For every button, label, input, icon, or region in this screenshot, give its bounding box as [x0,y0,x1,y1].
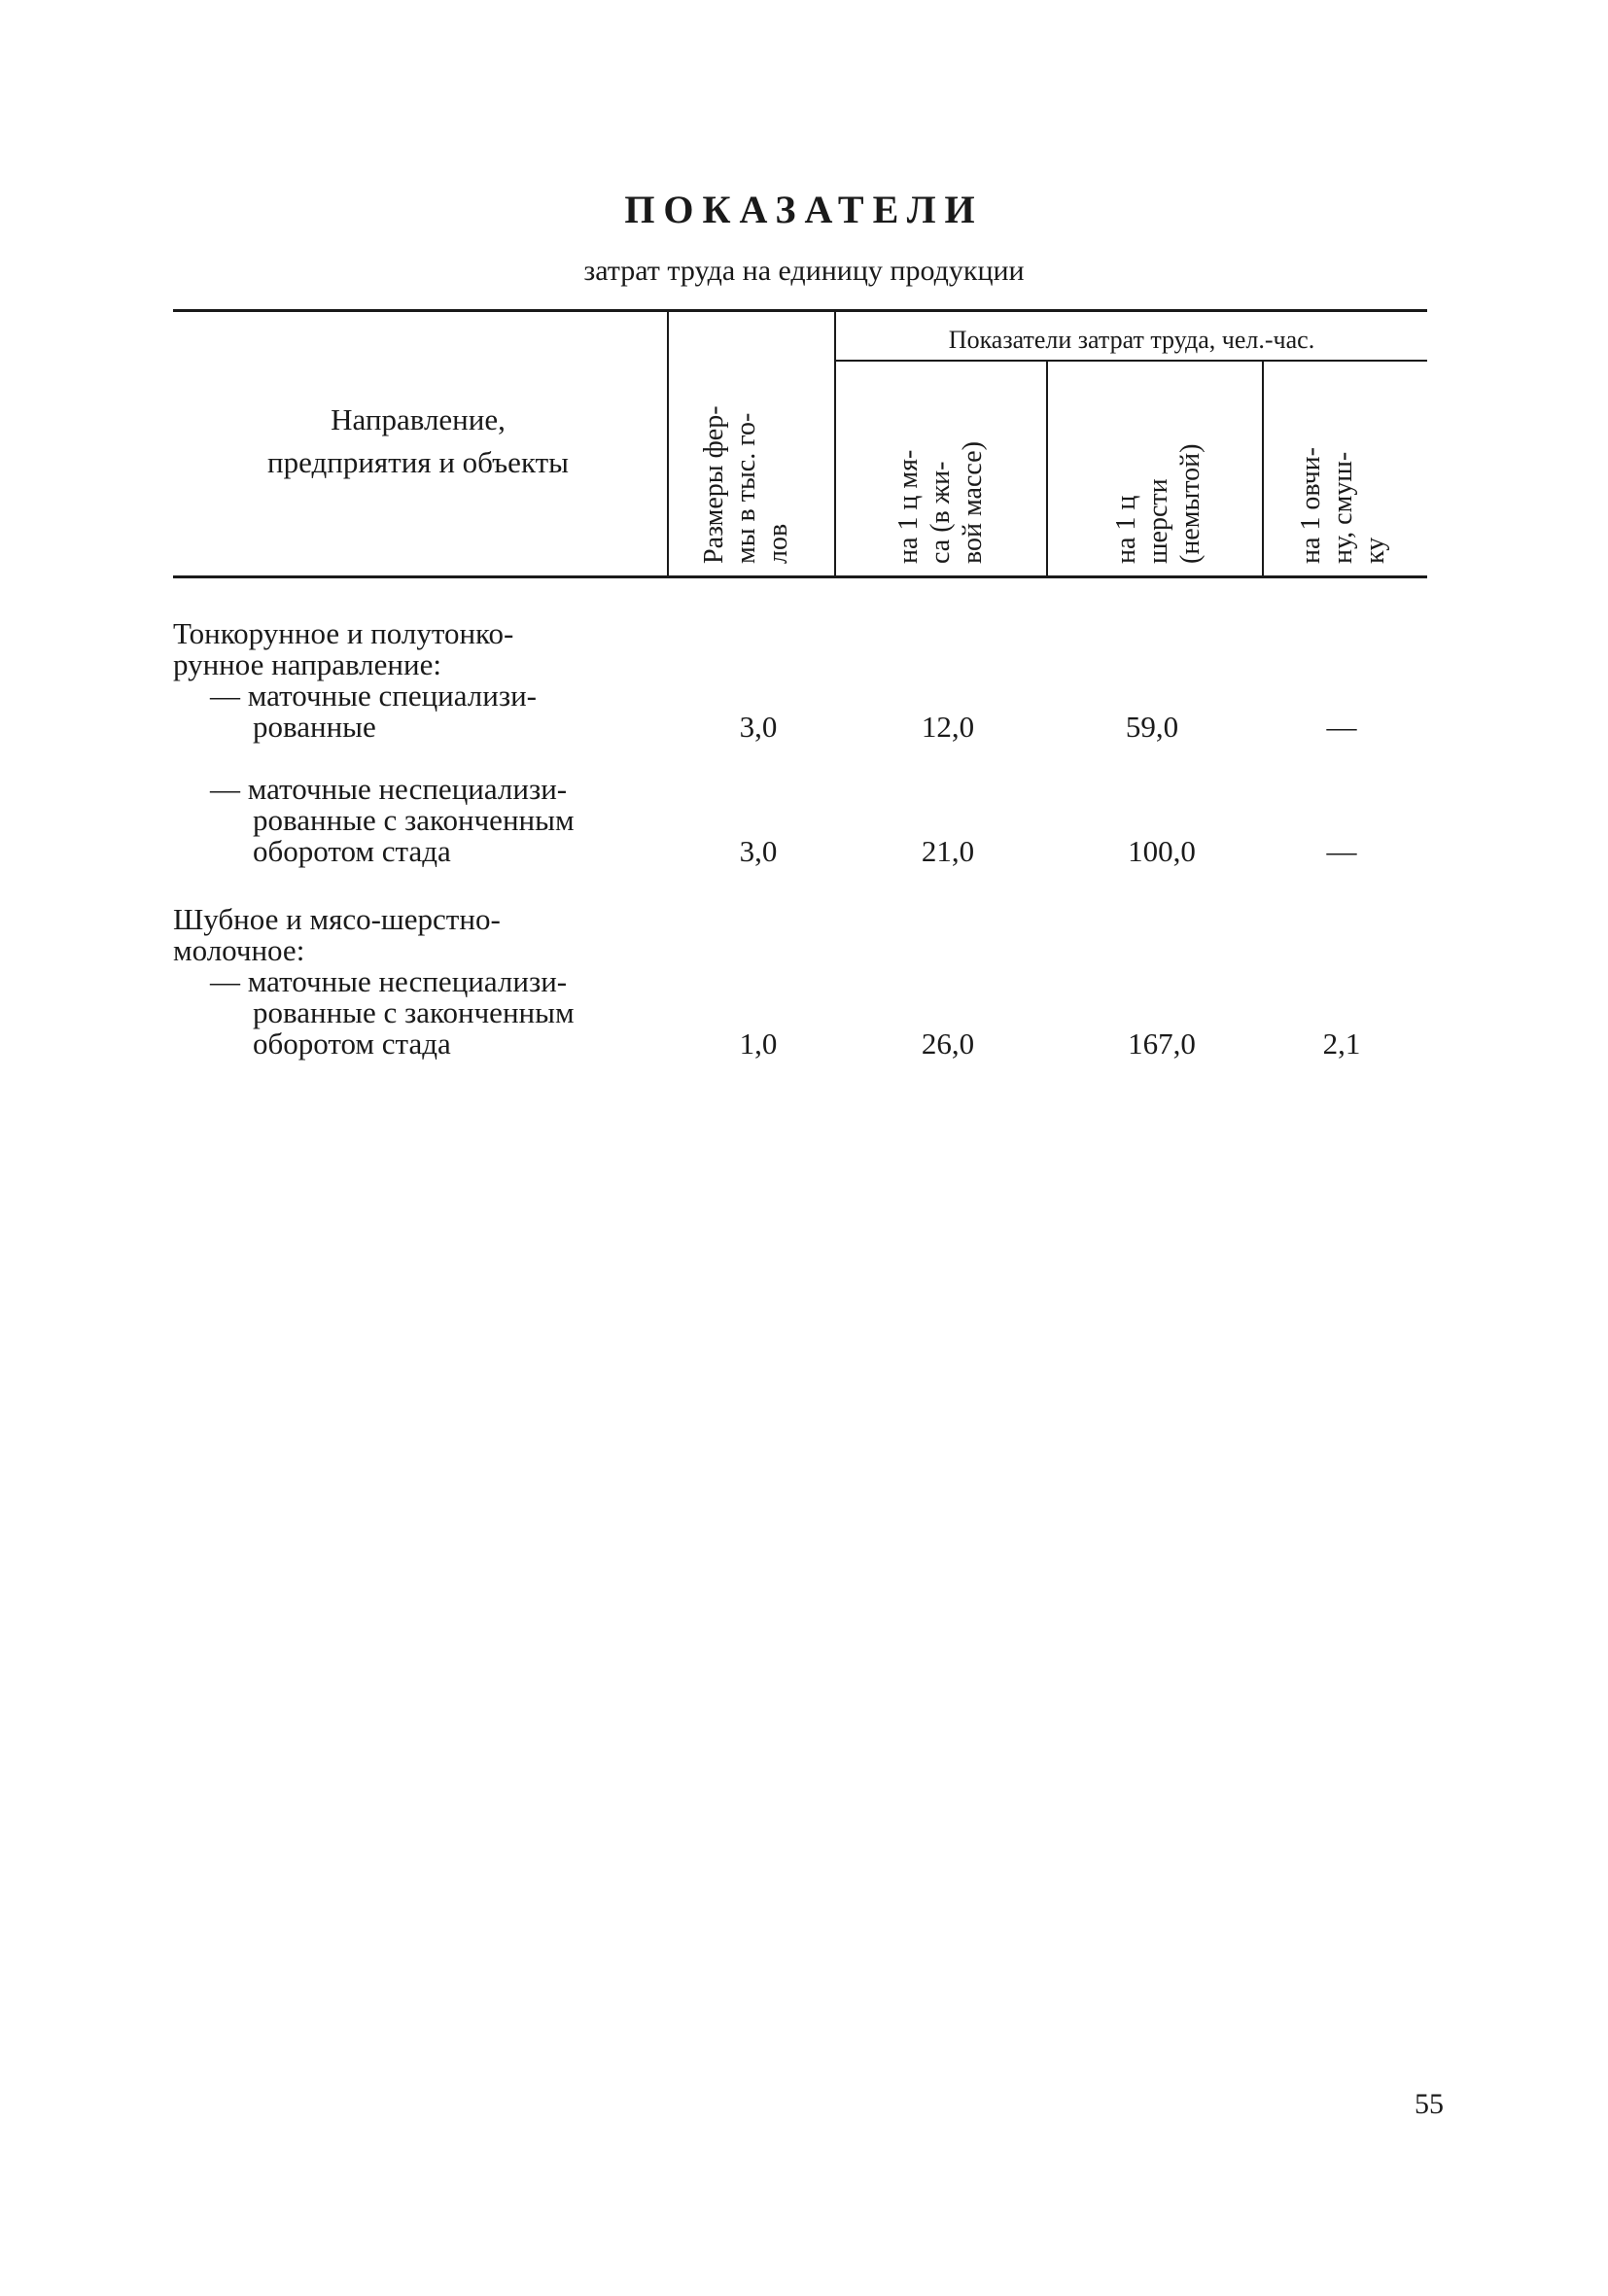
wool-cell: 59,0 [1125,710,1179,744]
wool-header-line: (немытой) [1175,443,1206,564]
wool-cell: 167,0 [1128,1026,1196,1061]
column-divider [1046,362,1048,575]
table-top-rule [173,309,1427,312]
wool-header [1110,444,1206,564]
group-heading-line: Шубное и мясо-шерстно- [173,902,501,936]
page-subtitle: затрат труда на единицу продукции [583,255,1025,287]
row-label-line: — маточные неспециализи- [210,772,568,806]
size-header-line: мы в тыс. го- [731,412,761,564]
meat-cell: 26,0 [921,1026,975,1061]
sheepskin-header-line: ну, смуш- [1328,451,1358,564]
group-heading [173,904,501,966]
sheepskin-cell: — [1326,710,1357,744]
wool-header-line: на 1 ц [1111,495,1141,564]
row-label-line: рованные с законченным [253,803,575,837]
row-label-line: рованные с законченным [253,995,575,1029]
table-row-label [210,966,575,1060]
row-label-line: — маточные специализи- [210,678,538,713]
size-cell: 1,0 [739,1026,778,1061]
sheepskin-header-line: ку [1360,537,1390,564]
header-bottom-rule [173,575,1427,578]
size-cell: 3,0 [739,834,778,868]
table-row-label [210,680,537,743]
meat-header [892,441,989,564]
sheepskin-header [1295,447,1391,564]
size-header [698,405,794,564]
sheepskin-cell: 2,1 [1322,1026,1361,1061]
row-label-line: оборотом стада [253,1026,451,1061]
column-divider [834,312,836,575]
wool-cell: 100,0 [1128,834,1196,868]
page-title: ПОКАЗАТЕЛИ [624,188,984,231]
sheepskin-cell: — [1326,834,1357,868]
group-heading-line: молочное: [173,933,305,967]
row-label-line: — маточные неспециализи- [210,964,568,998]
indicators-group-rule [836,360,1427,362]
meat-cell: 21,0 [921,834,975,868]
group-heading-line: рунное направление: [173,647,441,681]
sheepskin-header-line: на 1 овчи- [1296,447,1326,564]
direction-header [185,399,651,484]
row-label-line: оборотом стада [253,834,451,868]
direction-header-line: Направление, [331,402,506,436]
size-header-line: Размеры фер- [699,405,729,564]
column-divider [1262,362,1264,575]
group-heading [173,618,513,680]
direction-header-line: предприятия и объекты [267,445,569,479]
indicators-group-header: Показатели затрат труда, чел.-час. [948,326,1315,354]
wool-header-line: шерсти [1143,478,1173,564]
page-number: 55 [1415,2088,1444,2120]
size-cell: 3,0 [739,710,778,744]
meat-header-line: на 1 ц мя- [893,449,924,564]
meat-header-line: са (в жи- [926,461,956,564]
table-row-label [210,774,575,867]
group-heading-line: Тонкорунное и полутонко- [173,616,514,650]
row-label-line: рованные [253,710,376,744]
size-header-line: лов [763,523,793,564]
meat-header-line: вой массе) [958,441,988,564]
meat-cell: 12,0 [921,710,975,744]
column-divider [667,312,669,575]
